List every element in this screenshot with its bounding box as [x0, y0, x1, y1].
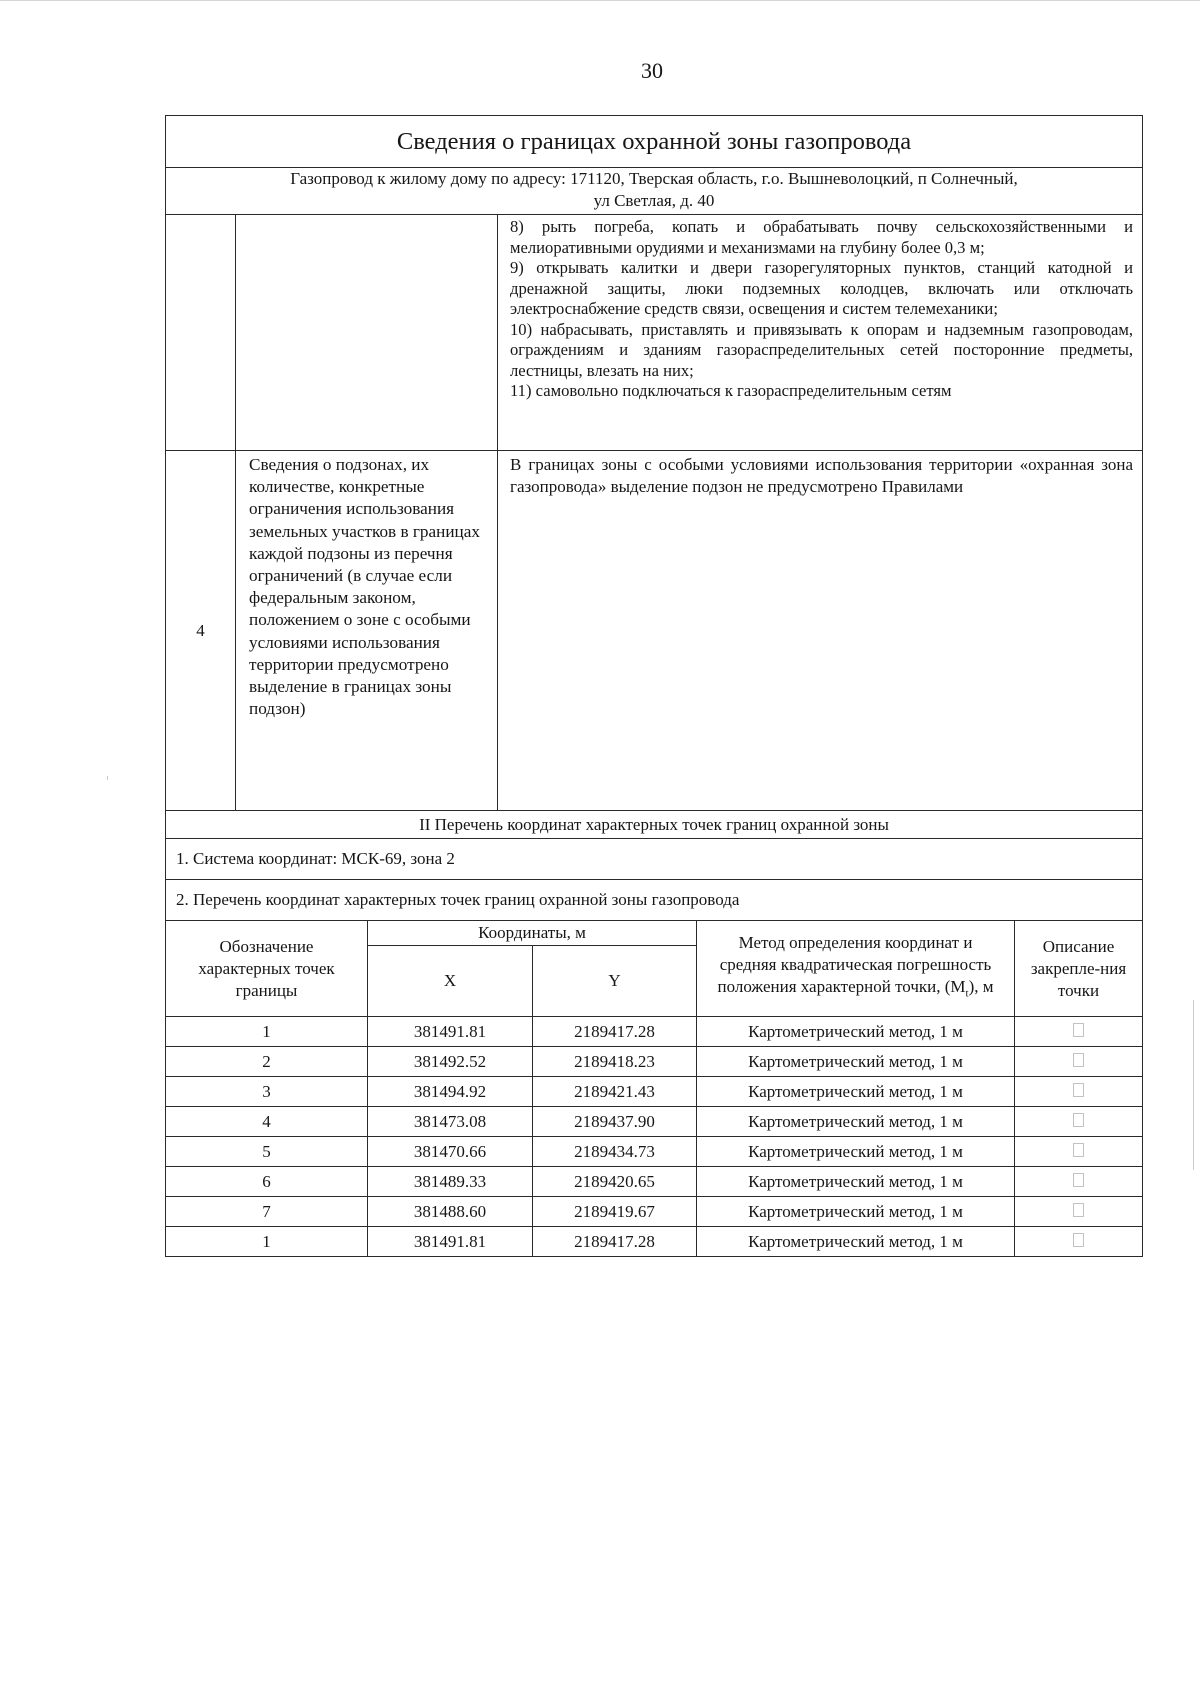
restrictions-list — [498, 215, 1143, 451]
table-row — [166, 1227, 1143, 1257]
method-value: Картометрический метод, 1 м — [697, 1017, 1015, 1047]
empty-box-icon — [1073, 1053, 1084, 1067]
restriction-item: 11) самовольно подключаться к газораспределительным сетям — [510, 381, 952, 400]
point-label: 7 — [166, 1197, 368, 1227]
empty-box-icon — [1073, 1113, 1084, 1127]
coord-x: 381494.92 — [368, 1077, 533, 1107]
coord-x: 381473.08 — [368, 1107, 533, 1137]
fixing-description — [1015, 1137, 1143, 1167]
coord-x: 381491.81 — [368, 1227, 533, 1257]
coord-y: 2189421.43 — [533, 1077, 697, 1107]
col-header-point: Обозначение характерных точек границы — [166, 921, 368, 1017]
point-label: 1 — [166, 1227, 368, 1257]
coord-x: 381492.52 — [368, 1047, 533, 1077]
empty-box-icon — [1073, 1173, 1084, 1187]
point-label: 3 — [166, 1077, 368, 1107]
method-header-text: Метод определения координат и средняя квадратическая погрешность положения характерной точки, (M — [717, 933, 992, 997]
restriction-item: 10) набрасывать, приставлять и привязывать к опорам и надземным газопроводам, ограждениям и зданиям газораспределительных сетей посторонние предметы, лестницы, влезать на них; — [510, 319, 1134, 380]
point-label: 5 — [166, 1137, 368, 1167]
table-row — [166, 1107, 1143, 1137]
empty-label-cell — [236, 215, 498, 451]
zone-info-table — [165, 115, 1143, 921]
empty-box-icon — [1073, 1203, 1084, 1217]
fixing-description — [1015, 1167, 1143, 1197]
method-value: Картометрический метод, 1 м — [697, 1137, 1015, 1167]
col-header-fixing: Описание закрепле-ния точки — [1015, 921, 1143, 1017]
col-header-method — [697, 921, 1015, 1017]
restriction-item: 9) открывать калитки и двери газорегуляторных пунктов, станций катодной и дренажной защиты, люки подземных колодцев, включать или отключать электроснабжение средств связи, освещения и систем телемеханики; — [510, 258, 1134, 318]
empty-box-icon — [1073, 1143, 1084, 1157]
point-label: 6 — [166, 1167, 368, 1197]
method-header-subscript: t — [965, 987, 969, 1000]
restriction-item: 8) рыть погреба, копать и обрабатывать почву сельскохозяйственными и мелиоративными орудиями и механизмами на глубину более 0,3 м; — [510, 217, 1134, 257]
method-value: Картометрический метод, 1 м — [697, 1227, 1015, 1257]
page-number: 30 — [641, 58, 663, 83]
coord-x: 381488.60 — [368, 1197, 533, 1227]
subzones-label: Сведения о подзонах, их количестве, конкретные ограничения использования земельных участков в границах каждой подзоны из перечня ограничений (в случае если федеральным законом, положением о зоне с особыми условиями использования территории предусмотрено выделение в границах зоны подзон) — [236, 451, 498, 811]
method-header-unit: ), м — [968, 977, 994, 997]
method-value: Картометрический метод, 1 м — [697, 1167, 1015, 1197]
table-row — [166, 1137, 1143, 1167]
table-row — [166, 1167, 1143, 1197]
gas-pipeline-address — [166, 168, 1143, 215]
fixing-description — [1015, 1227, 1143, 1257]
method-value: Картометрический метод, 1 м — [697, 1047, 1015, 1077]
table-row — [166, 1197, 1143, 1227]
empty-box-icon — [1073, 1023, 1084, 1037]
method-value: Картометрический метод, 1 м — [697, 1197, 1015, 1227]
subzones-text: В границах зоны с особыми условиями использования территории «охранная зона газопровода» выделение подзон не предусмотрено Правилами — [498, 451, 1143, 811]
row-number: 4 — [166, 451, 236, 811]
coord-y: 2189420.65 — [533, 1167, 697, 1197]
coord-y: 2189434.73 — [533, 1137, 697, 1167]
fixing-description — [1015, 1017, 1143, 1047]
coord-y: 2189418.23 — [533, 1047, 697, 1077]
address-line-2: ул Светлая, д. 40 — [593, 191, 715, 210]
coord-y: 2189419.67 — [533, 1197, 697, 1227]
scan-edge-mark — [107, 776, 108, 780]
method-value: Картометрический метод, 1 м — [697, 1107, 1015, 1137]
scan-top-rule — [0, 0, 1200, 1]
empty-number-cell — [166, 215, 236, 451]
fixing-description — [1015, 1077, 1143, 1107]
method-value: Картометрический метод, 1 м — [697, 1077, 1015, 1107]
point-label: 1 — [166, 1017, 368, 1047]
coordinate-system: 1. Система координат: МСК-69, зона 2 — [166, 839, 1143, 880]
point-label: 2 — [166, 1047, 368, 1077]
fixing-description — [1015, 1197, 1143, 1227]
coord-y: 2189417.28 — [533, 1227, 697, 1257]
coord-y: 2189417.28 — [533, 1017, 697, 1047]
col-header-y: Y — [533, 946, 697, 1017]
address-line-1: Газопровод к жилому дому по адресу: 171120, Тверская область, г.о. Вышневолоцкий, п Солнечный, — [290, 169, 1018, 188]
col-header-x: X — [368, 946, 533, 1017]
table-row — [166, 1017, 1143, 1047]
section-title: II Перечень координат характерных точек границ охранной зоны — [166, 811, 1143, 839]
coordinate-list-title: 2. Перечень координат характерных точек границ охранной зоны газопровода — [166, 880, 1143, 921]
table-row — [166, 1047, 1143, 1077]
coord-x: 381489.33 — [368, 1167, 533, 1197]
coord-x: 381491.81 — [368, 1017, 533, 1047]
coord-y: 2189437.90 — [533, 1107, 697, 1137]
col-header-coordinates: Координаты, м — [368, 921, 697, 946]
empty-box-icon — [1073, 1083, 1084, 1097]
coord-x: 381470.66 — [368, 1137, 533, 1167]
coordinates-table — [165, 920, 1143, 1257]
fixing-description — [1015, 1047, 1143, 1077]
document-title: Сведения о границах охранной зоны газопровода — [166, 116, 1143, 168]
fixing-description — [1015, 1107, 1143, 1137]
scan-edge-mark — [1193, 1000, 1194, 1170]
empty-box-icon — [1073, 1233, 1084, 1247]
document-sheet — [165, 115, 1142, 1257]
point-label: 4 — [166, 1107, 368, 1137]
table-row — [166, 1077, 1143, 1107]
